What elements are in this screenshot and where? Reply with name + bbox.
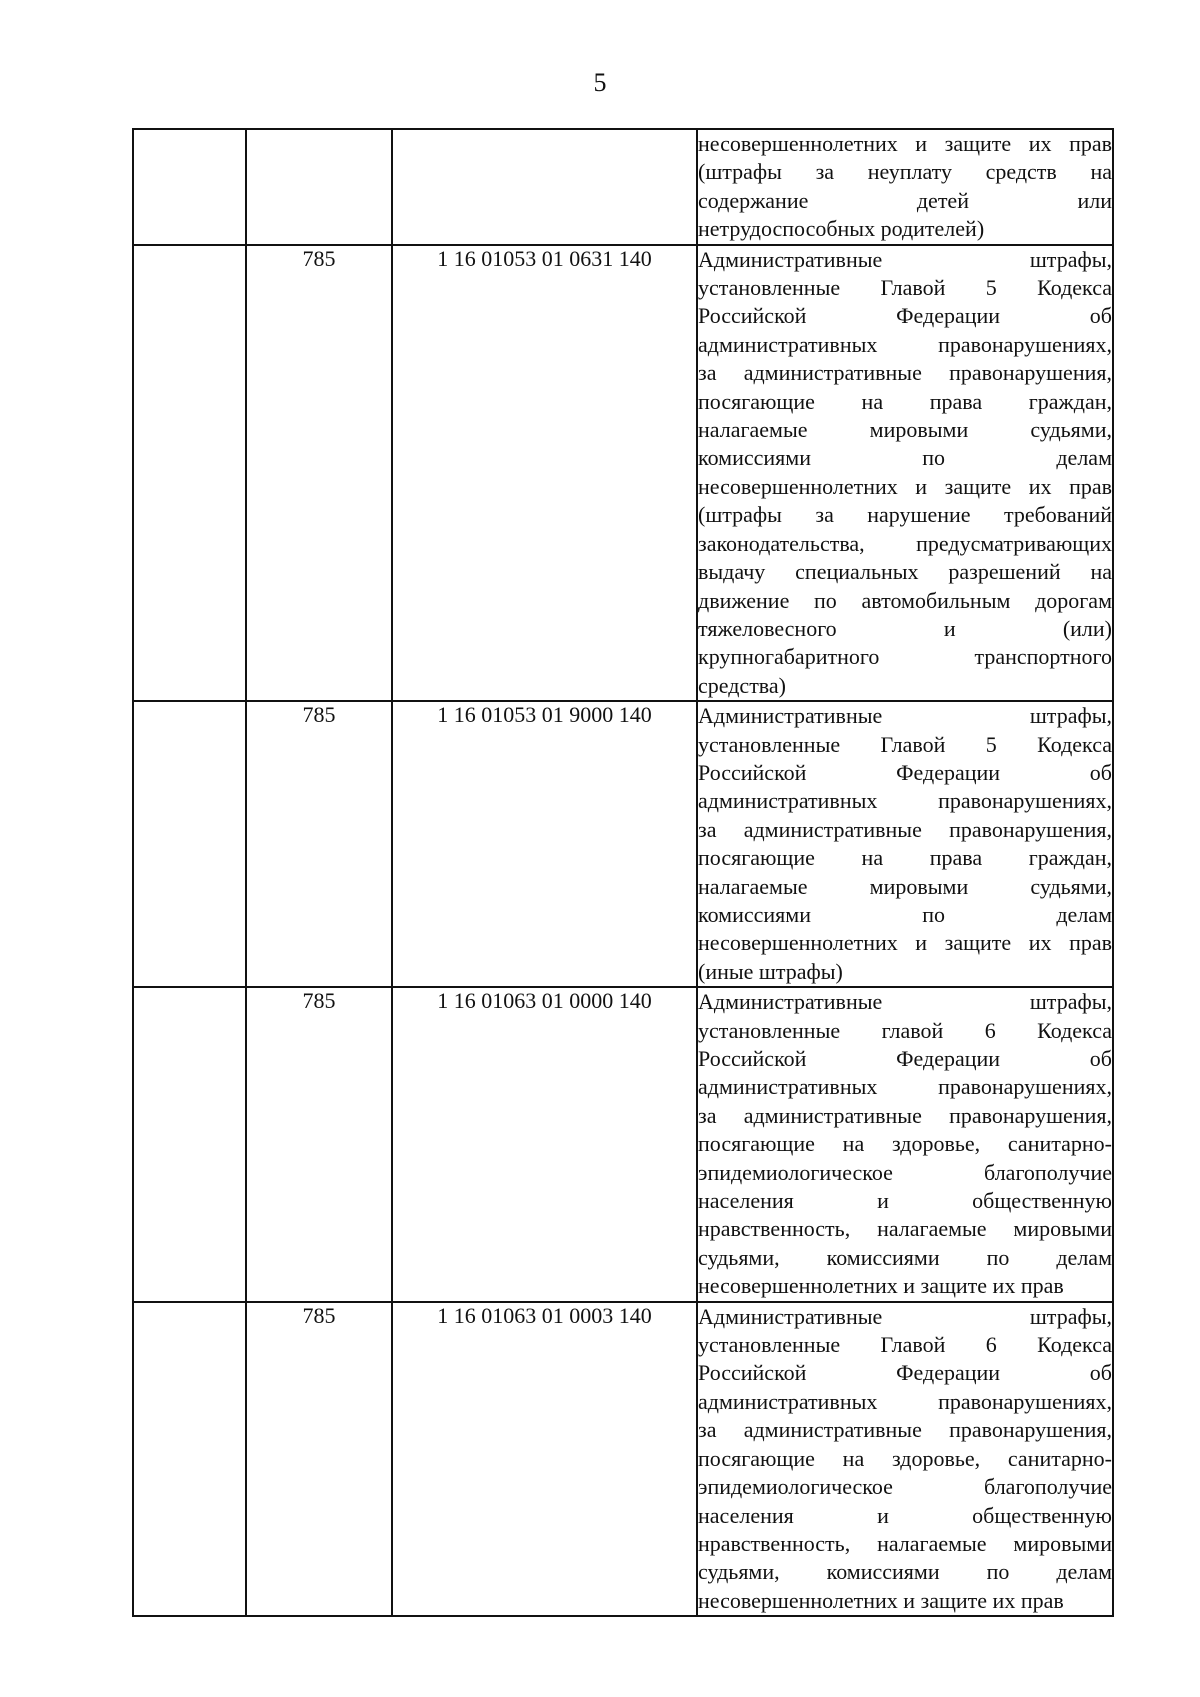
description-line: выдачу специальных разрешений на — [698, 559, 1112, 585]
description-line: крупногабаритного транспортного — [698, 644, 1112, 670]
description-line: тяжеловесного и (или) — [698, 615, 1112, 641]
page-number: 5 — [593, 68, 607, 97]
description-line: за административные правонарушения, — [698, 360, 1112, 386]
budget-classification-code-cell: 1 16 01053 01 9000 140 — [392, 701, 697, 987]
revenue-description-cell — [697, 245, 1113, 702]
description-line: несовершеннолетних и защите их прав — [698, 473, 1112, 499]
description-line: Российской Федерации об — [698, 1046, 1112, 1071]
description-line: населения и общественную — [698, 1188, 1112, 1214]
description-line: судьями, комиссиями по делам — [698, 1244, 1112, 1270]
description-line: нравственность, налагаемые мировыми — [698, 1216, 1112, 1242]
description-line: налагаемые мировыми судьями, — [698, 873, 1112, 899]
empty-cell — [133, 245, 246, 702]
description-line: установленные Главой 6 Кодекса — [698, 1332, 1112, 1358]
table-row — [133, 701, 1113, 987]
description-line: Административные штрафы, — [698, 1303, 1112, 1329]
empty-cell — [133, 701, 246, 987]
description-line: нетрудоспособных родителей) — [698, 216, 985, 242]
empty-cell — [133, 1302, 246, 1616]
description-line: за административные правонарушения, — [698, 1417, 1112, 1443]
description-line: (штрафы за нарушение требований — [698, 502, 1112, 528]
empty-cell — [133, 129, 246, 245]
description-line: установленные Главой 5 Кодекса — [698, 275, 1112, 301]
description-line: за административные правонарушения, — [698, 816, 1112, 842]
budget-codes-table — [132, 128, 1114, 1617]
table-row — [133, 245, 1113, 702]
empty-cell — [133, 987, 246, 1301]
administrator-code-cell: 785 — [246, 245, 392, 702]
description-line: несовершеннолетних и защите их прав — [698, 930, 1112, 956]
description-line: комиссиями по делам — [698, 901, 1112, 927]
administrator-code-cell: 785 — [246, 701, 392, 987]
revenue-description-cell — [697, 987, 1113, 1301]
description-line: (иные штрафы) — [698, 958, 843, 984]
description-line: Административные штрафы, — [698, 246, 1112, 272]
budget-classification-code-cell: 1 16 01053 01 0631 140 — [392, 245, 697, 702]
description-line: установленные главой 6 Кодекса — [698, 1017, 1112, 1043]
description-line: эпидемиологическое благополучие — [698, 1474, 1112, 1500]
description-line: несовершеннолетних и защите их прав — [698, 131, 1112, 156]
description-line: налагаемые мировыми судьями, — [698, 417, 1112, 443]
description-line: эпидемиологическое благополучие — [698, 1159, 1112, 1185]
description-line: (штрафы за неуплату средств на — [698, 159, 1112, 185]
description-line: посягающие на здоровье, санитарно- — [698, 1445, 1112, 1471]
table-row — [133, 129, 1113, 245]
table-row — [133, 987, 1113, 1301]
revenue-description-cell — [697, 701, 1113, 987]
description-line: Административные штрафы, — [698, 703, 1112, 729]
table-row — [133, 1302, 1113, 1616]
revenue-description-cell — [697, 129, 1113, 245]
description-line: комиссиями по делам — [698, 445, 1112, 471]
budget-classification-code-cell: 1 16 01063 01 0000 140 — [392, 987, 697, 1301]
description-line: судьями, комиссиями по делам — [698, 1559, 1112, 1585]
description-line: несовершеннолетних и защите их прав — [698, 1587, 1064, 1613]
description-line: посягающие на права граждан, — [698, 845, 1112, 871]
description-line: содержание детей или — [698, 187, 1112, 213]
budget-classification-code-cell — [392, 129, 697, 245]
description-line: законодательства, предусматривающих — [698, 530, 1112, 556]
description-line: Российской Федерации об — [698, 759, 1112, 785]
description-line: нравственность, налагаемые мировыми — [698, 1530, 1112, 1556]
administrator-code-cell — [246, 129, 392, 245]
description-line: Административные штрафы, — [698, 989, 1112, 1015]
description-line: административных правонарушениях, — [698, 1074, 1112, 1100]
description-line: средства) — [698, 672, 786, 698]
description-line: населения и общественную — [698, 1502, 1112, 1528]
description-line: административных правонарушениях, — [698, 331, 1112, 357]
administrator-code-cell: 785 — [246, 987, 392, 1301]
description-line: несовершеннолетних и защите их прав — [698, 1273, 1064, 1299]
description-line: за административные правонарушения, — [698, 1102, 1112, 1128]
table-body — [133, 129, 1113, 1616]
description-line: Российской Федерации об — [698, 303, 1112, 329]
description-line: посягающие на здоровье, санитарно- — [698, 1131, 1112, 1157]
administrator-code-cell: 785 — [246, 1302, 392, 1616]
description-line: посягающие на права граждан, — [698, 388, 1112, 414]
description-line: административных правонарушениях, — [698, 788, 1112, 814]
description-line: административных правонарушениях, — [698, 1388, 1112, 1414]
description-line: установленные Главой 5 Кодекса — [698, 731, 1112, 757]
description-line: движение по автомобильным дорогам — [698, 587, 1112, 613]
description-line: Российской Федерации об — [698, 1360, 1112, 1386]
revenue-description-cell — [697, 1302, 1113, 1616]
budget-classification-code-cell: 1 16 01063 01 0003 140 — [392, 1302, 697, 1616]
